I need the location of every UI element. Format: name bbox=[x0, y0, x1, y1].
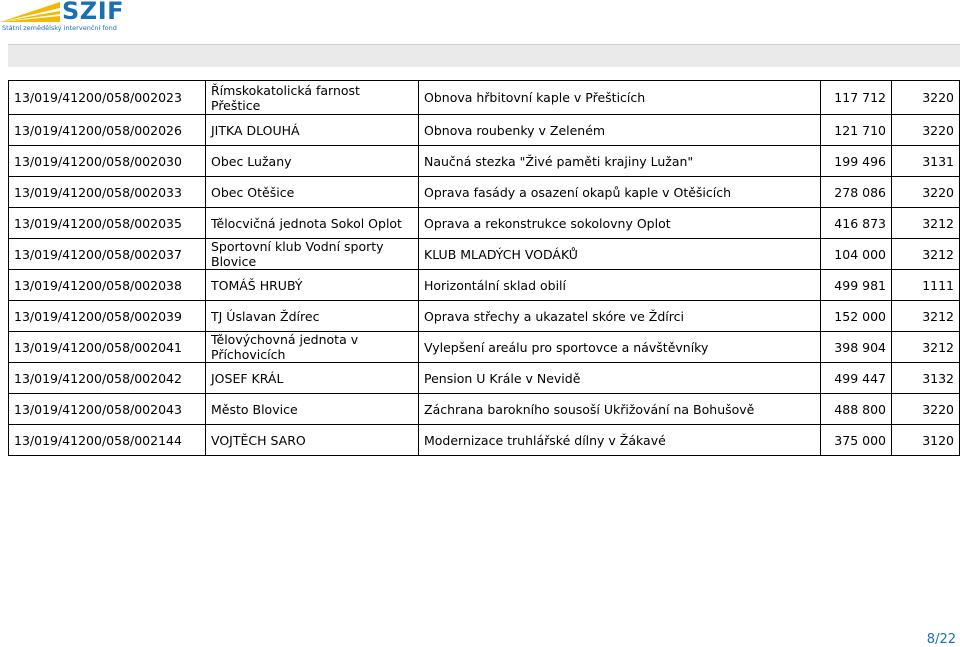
amount-cell: 278 086 bbox=[821, 177, 892, 208]
table-row bbox=[9, 425, 960, 456]
registration-number-cell: 13/019/41200/058/002033 bbox=[9, 177, 206, 208]
szif-logo-mark-icon bbox=[0, 2, 60, 22]
project-name-cell: Obnova hřbitovní kaple v Přešticích bbox=[419, 81, 821, 115]
project-name-cell: Záchrana barokního sousoší Ukřižování na Bohušově bbox=[419, 394, 821, 425]
registration-number-cell: 13/019/41200/058/002042 bbox=[9, 363, 206, 394]
measure-code-cell: 3220 bbox=[892, 115, 960, 146]
amount-cell: 199 496 bbox=[821, 146, 892, 177]
amount-cell: 488 800 bbox=[821, 394, 892, 425]
registration-number-cell: 13/019/41200/058/002041 bbox=[9, 332, 206, 363]
amount-cell: 375 000 bbox=[821, 425, 892, 456]
amount-cell: 121 710 bbox=[821, 115, 892, 146]
project-name-cell: Oprava a rekonstrukce sokolovny Oplot bbox=[419, 208, 821, 239]
registration-number-cell: 13/019/41200/058/002038 bbox=[9, 270, 206, 301]
project-name-cell: Obnova roubenky v Zeleném bbox=[419, 115, 821, 146]
applicant-cell: JITKA DLOUHÁ bbox=[206, 115, 419, 146]
header-band bbox=[8, 44, 960, 67]
logo-subtitle: Státní zemědělský intervenční fond bbox=[2, 24, 117, 32]
amount-cell: 104 000 bbox=[821, 239, 892, 270]
measure-code-cell: 3212 bbox=[892, 208, 960, 239]
project-name-cell: Pension U Krále v Nevidě bbox=[419, 363, 821, 394]
table-row bbox=[9, 81, 960, 115]
applicant-cell: Obec Lužany bbox=[206, 146, 419, 177]
table-row bbox=[9, 239, 960, 270]
measure-code-cell: 3212 bbox=[892, 301, 960, 332]
table-row bbox=[9, 146, 960, 177]
amount-cell: 152 000 bbox=[821, 301, 892, 332]
applicant-cell: Obec Otěšice bbox=[206, 177, 419, 208]
applicant-cell: Tělocvičná jednota Sokol Oplot bbox=[206, 208, 419, 239]
amount-cell: 117 712 bbox=[821, 81, 892, 115]
amount-cell: 398 904 bbox=[821, 332, 892, 363]
measure-code-cell: 3220 bbox=[892, 81, 960, 115]
szif-logo bbox=[0, 0, 130, 34]
table-row bbox=[9, 332, 960, 363]
registration-number-cell: 13/019/41200/058/002144 bbox=[9, 425, 206, 456]
table-row bbox=[9, 301, 960, 332]
measure-code-cell: 3132 bbox=[892, 363, 960, 394]
applicant-cell: Tělovýchovná jednota v Příchovicích bbox=[206, 332, 419, 363]
measure-code-cell: 3212 bbox=[892, 239, 960, 270]
project-name-cell: Oprava střechy a ukazatel skóre ve Ždírci bbox=[419, 301, 821, 332]
grants-table bbox=[8, 80, 960, 456]
applicant-cell: JOSEF KRÁL bbox=[206, 363, 419, 394]
applicant-cell: Sportovní klub Vodní sporty Blovice bbox=[206, 239, 419, 270]
registration-number-cell: 13/019/41200/058/002030 bbox=[9, 146, 206, 177]
applicant-cell: TOMÁŠ HRUBÝ bbox=[206, 270, 419, 301]
registration-number-cell: 13/019/41200/058/002039 bbox=[9, 301, 206, 332]
project-name-cell: KLUB MLADÝCH VODÁKŮ bbox=[419, 239, 821, 270]
measure-code-cell: 3220 bbox=[892, 177, 960, 208]
table-row bbox=[9, 394, 960, 425]
applicant-cell: TJ Úslavan Ždírec bbox=[206, 301, 419, 332]
measure-code-cell: 3131 bbox=[892, 146, 960, 177]
project-name-cell: Naučná stezka "Živé paměti krajiny Lužan" bbox=[419, 146, 821, 177]
table-row bbox=[9, 363, 960, 394]
registration-number-cell: 13/019/41200/058/002037 bbox=[9, 239, 206, 270]
measure-code-cell: 3220 bbox=[892, 394, 960, 425]
amount-cell: 499 981 bbox=[821, 270, 892, 301]
project-name-cell: Horizontální sklad obilí bbox=[419, 270, 821, 301]
measure-code-cell: 1111 bbox=[892, 270, 960, 301]
applicant-cell: Město Blovice bbox=[206, 394, 419, 425]
applicant-cell: Římskokatolická farnost Přeštice bbox=[206, 81, 419, 115]
table-row bbox=[9, 115, 960, 146]
measure-code-cell: 3120 bbox=[892, 425, 960, 456]
amount-cell: 416 873 bbox=[821, 208, 892, 239]
amount-cell: 499 447 bbox=[821, 363, 892, 394]
table-row bbox=[9, 270, 960, 301]
registration-number-cell: 13/019/41200/058/002026 bbox=[9, 115, 206, 146]
project-name-cell: Modernizace truhlářské dílny v Žákavé bbox=[419, 425, 821, 456]
registration-number-cell: 13/019/41200/058/002035 bbox=[9, 208, 206, 239]
page-number: 8/22 bbox=[926, 632, 956, 647]
registration-number-cell: 13/019/41200/058/002023 bbox=[9, 81, 206, 115]
logo-wordmark: SZIF bbox=[62, 0, 125, 25]
registration-number-cell: 13/019/41200/058/002043 bbox=[9, 394, 206, 425]
project-name-cell: Oprava fasády a osazení okapů kaple v Otěšicích bbox=[419, 177, 821, 208]
table-row bbox=[9, 177, 960, 208]
table-row bbox=[9, 208, 960, 239]
applicant-cell: VOJTĚCH SARO bbox=[206, 425, 419, 456]
measure-code-cell: 3212 bbox=[892, 332, 960, 363]
project-name-cell: Vylepšení areálu pro sportovce a návštěvníky bbox=[419, 332, 821, 363]
